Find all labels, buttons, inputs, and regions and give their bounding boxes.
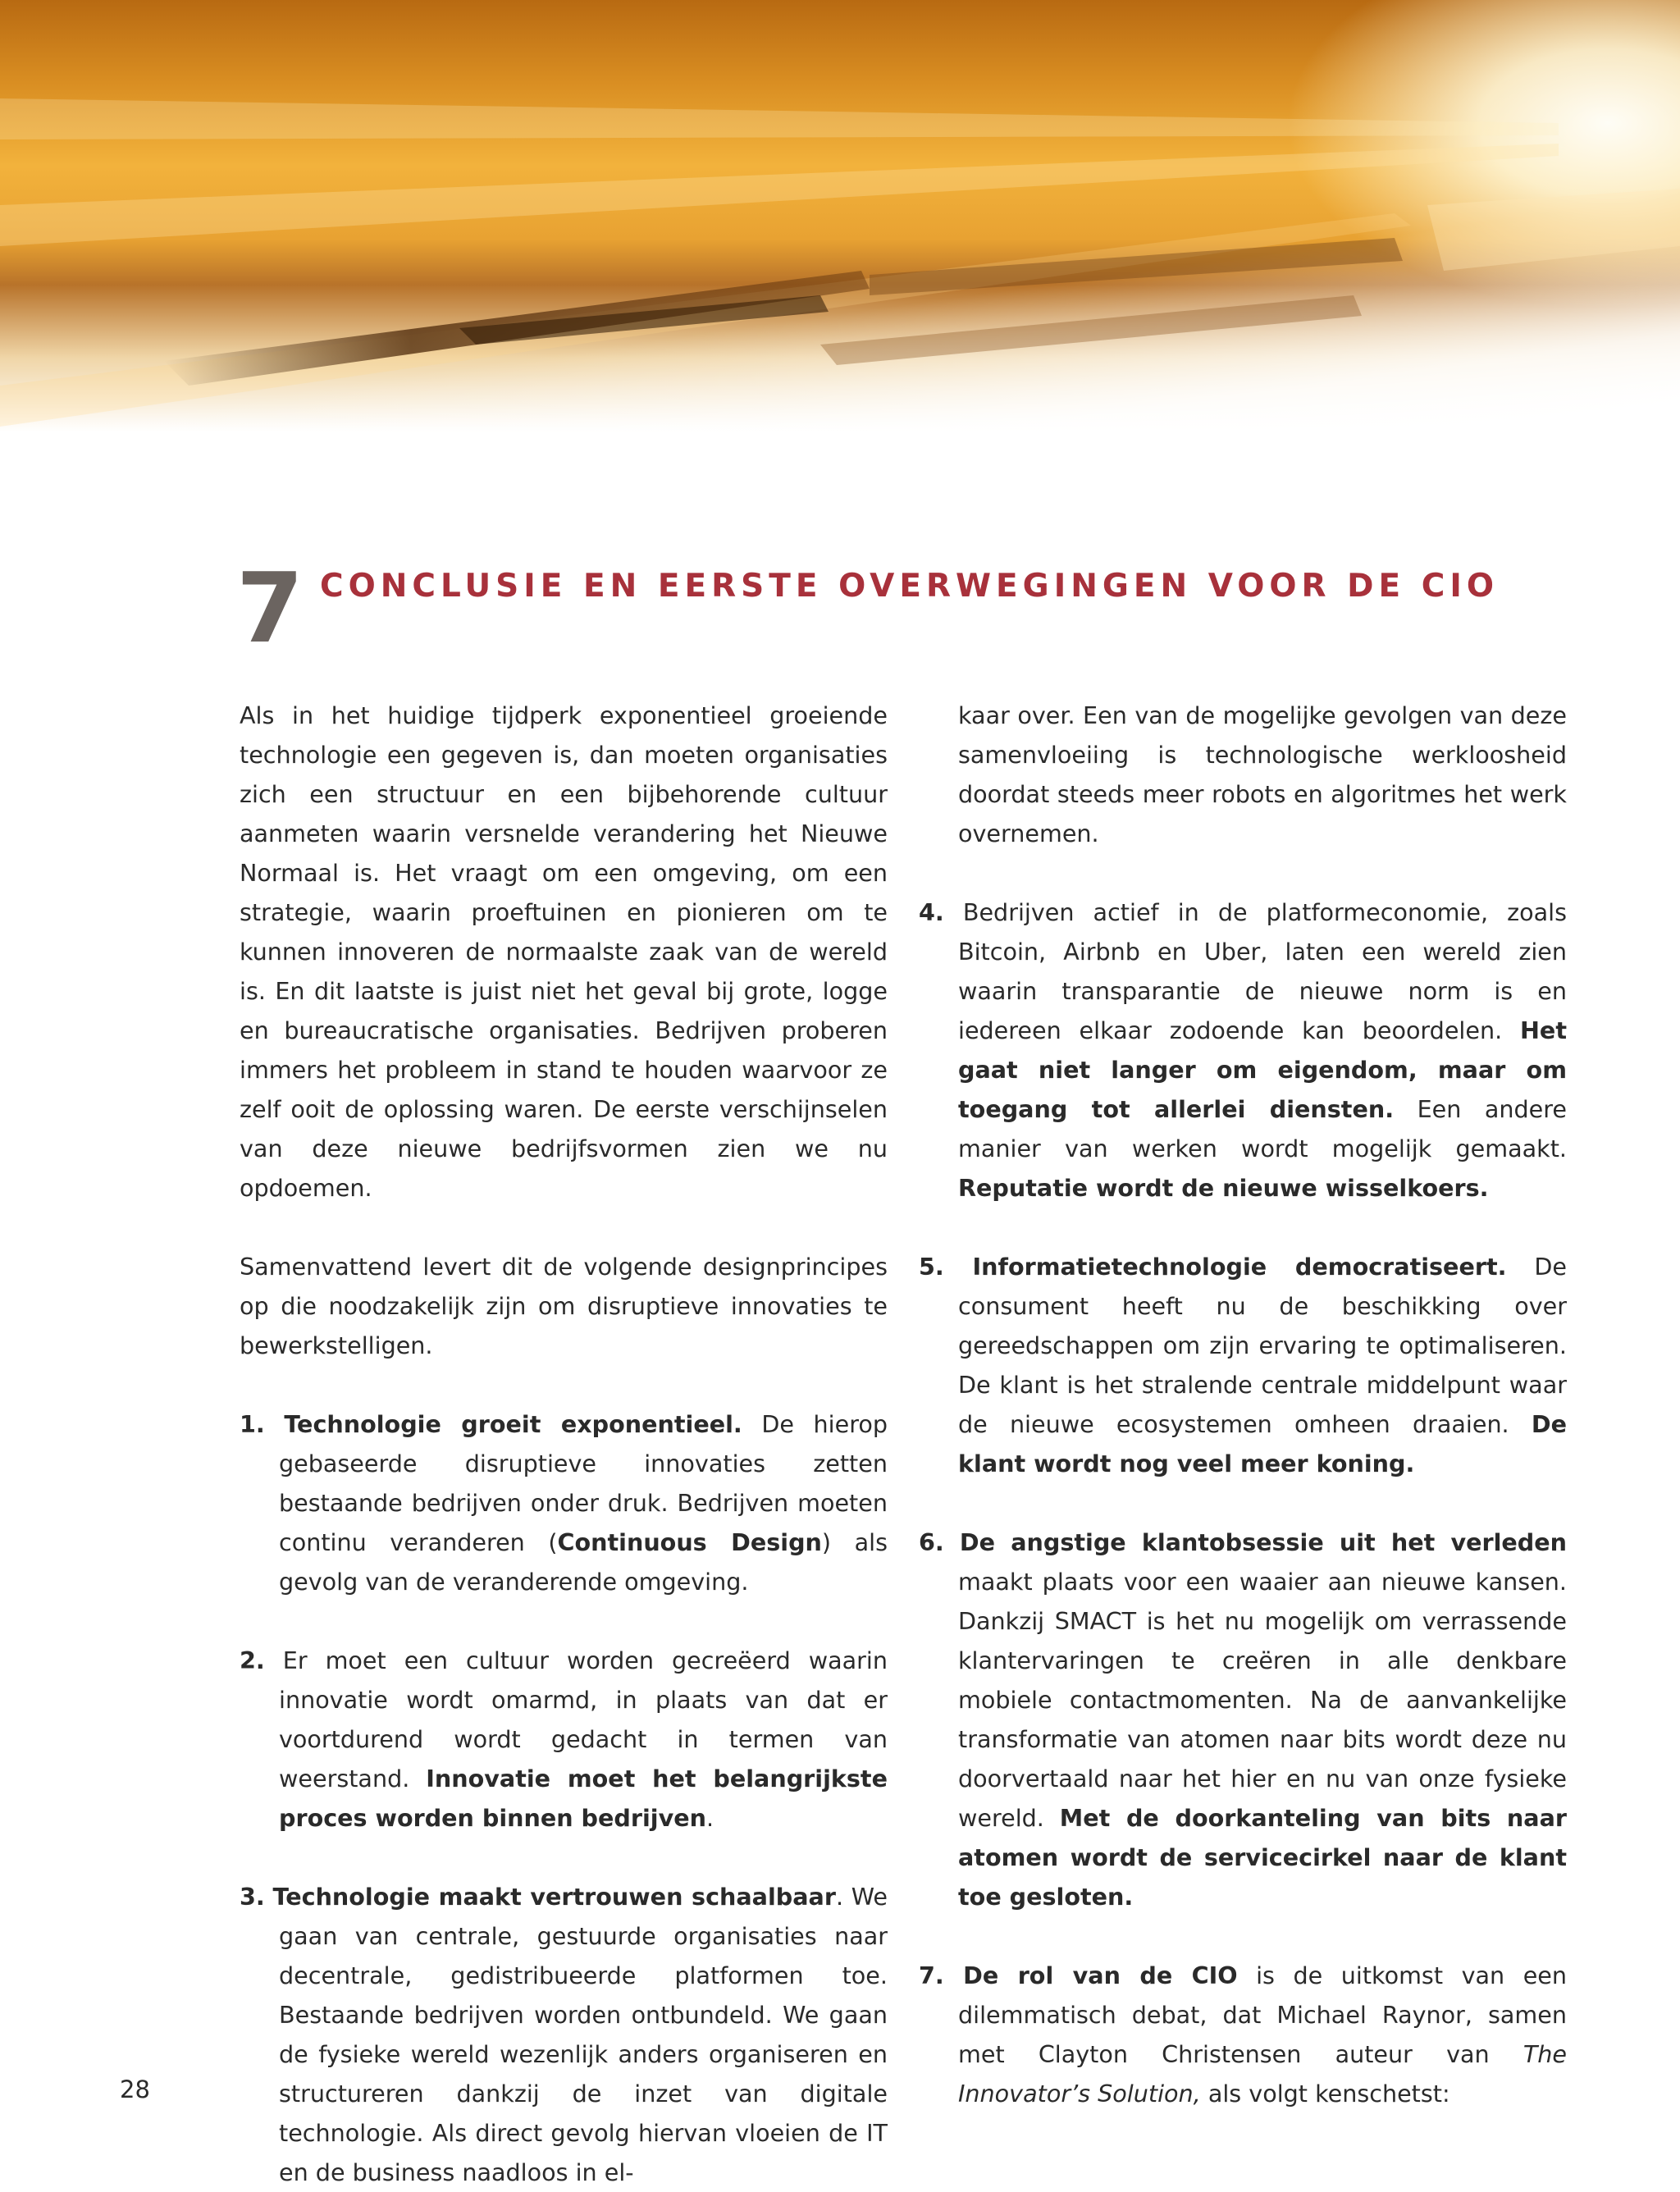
principle-4: 4. Bedrijven actief in de platformeconomie, zoals Bitcoin, Airbnb en Uber, laten een wereld zien waarin transparantie de nieuwe norm is en iedereen elkaar zodoende kan beoordelen. Het gaat niet langer om eigendom, maar om toegang tot allerlei diensten. Een andere manier van werken wordt mogelijk gemaakt. Reputatie wordt de nieuwe wisselkoers.	[919, 898, 1567, 1202]
principle-number: 2.	[240, 1646, 265, 1674]
summary-paragraph: Samenvattend levert dit de volgende designprincipes op die noodzakelijk zijn om disruptieve innovaties te bewerkstelligen.	[240, 1253, 888, 1359]
principle-3: 3. Technologie maakt vertrouwen schaalbaar. We gaan van centrale, gestuurde organisaties naar decentrale, gedistribueerde platformen toe. Bestaande bedrijven worden ontbundeld. We gaan de fysieke wereld wezenlijk anders organiseren en structureren dankzij de inzet van digitale technologie. Als direct gevolg hiervan vloeien de IT en de business naadloos in el-	[240, 1883, 888, 2186]
principle-number: 6.	[919, 1528, 944, 1556]
right-column	[919, 696, 1567, 2113]
principle-5: 5. Informatietechnologie democratiseert. De consument heeft nu de beschikking over gereedschappen om zijn ervaring te optimaliseren. De klant is het stralende centrale middelpunt waar de nieuwe ecosystemen omheen draaien. De klant wordt nog veel meer koning.	[919, 1253, 1568, 1477]
page-number: 28	[120, 2076, 150, 2103]
principle-2: 2. Er moet een cultuur worden gecreëerd waarin innovatie wordt omarmd, in plaats van dat er voortdurend wordt gedacht in termen van weerstand. Innovatie moet het belangrijkste proces worden binnen bedrijven.	[240, 1646, 888, 1832]
chapter-number: 7	[236, 551, 304, 664]
principle-6: 6. De angstige klantobsessie uit het verleden maakt plaats voor een waaier aan nieuwe kansen. Dankzij SMACT is het nu mogelijk om verrassende klantervaringen te creëren in alle denkbare mobiele contactmomenten. Na de aanvankelijke transformatie van atomen naar bits wordt deze nu doorvertaald naar het hier en nu van onze fysieke wereld. Met de doorkanteling van bits naar atomen wordt de servicecirkel naar de klant toe gesloten.	[919, 1528, 1567, 1911]
principle-number: 1.	[240, 1410, 265, 1438]
principle-3-continued: kaar over. Een van de mogelijke gevolgen van deze samenvloeiing is technologische werkloosheid doordat steeds meer robots en algoritmes het werk overnemen.	[958, 701, 1567, 847]
intro-paragraph: Als in het huidige tijdperk exponentieel groeiende technologie een gegeven is, dan moeten organisaties zich een structuur en een bijbehorende cultuur aanmeten waarin versnelde verandering het Nieuwe Normaal is. Het vraagt om een omgeving, om een strategie, waarin proeftuinen en pionieren om te kunnen innoveren de normaalste zaak van de wereld is. En dit laatste is juist niet het geval bij grote, logge en bureaucratische organisaties. Bedrijven proberen immers het probleem in stand te houden waarvoor ze zelf ooit de oplossing waren. De eerste verschijnselen van deze nieuwe bedrijfsvormen zien we nu opdoemen.	[240, 701, 888, 1202]
principle-number: 5.	[919, 1253, 944, 1281]
principle-number: 3.	[240, 1883, 265, 1911]
principle-1: 1. Technologie groeit exponentieel. De hierop gebaseerde disruptieve innovaties zetten bestaande bedrijven onder druk. Bedrijven moeten continu veranderen (Continuous Design) als gevolg van de veranderende omgeving.	[240, 1410, 888, 1596]
light-rays-graphic	[0, 0, 1680, 459]
principle-7: 7. De rol van de CIO is de uitkomst van een dilemmatisch debat, dat Michael Raynor, samen met Clayton Christensen auteur van The Innovator’s Solution, als volgt kenschetst:	[919, 1961, 1567, 2108]
header-image	[0, 0, 1680, 459]
chapter-title: CONCLUSIE EN EERSTE OVERWEGINGEN VOOR DE CIO	[320, 568, 1500, 605]
left-column	[240, 696, 888, 2192]
principle-number: 4.	[919, 898, 944, 926]
principle-number: 7.	[919, 1961, 944, 1989]
